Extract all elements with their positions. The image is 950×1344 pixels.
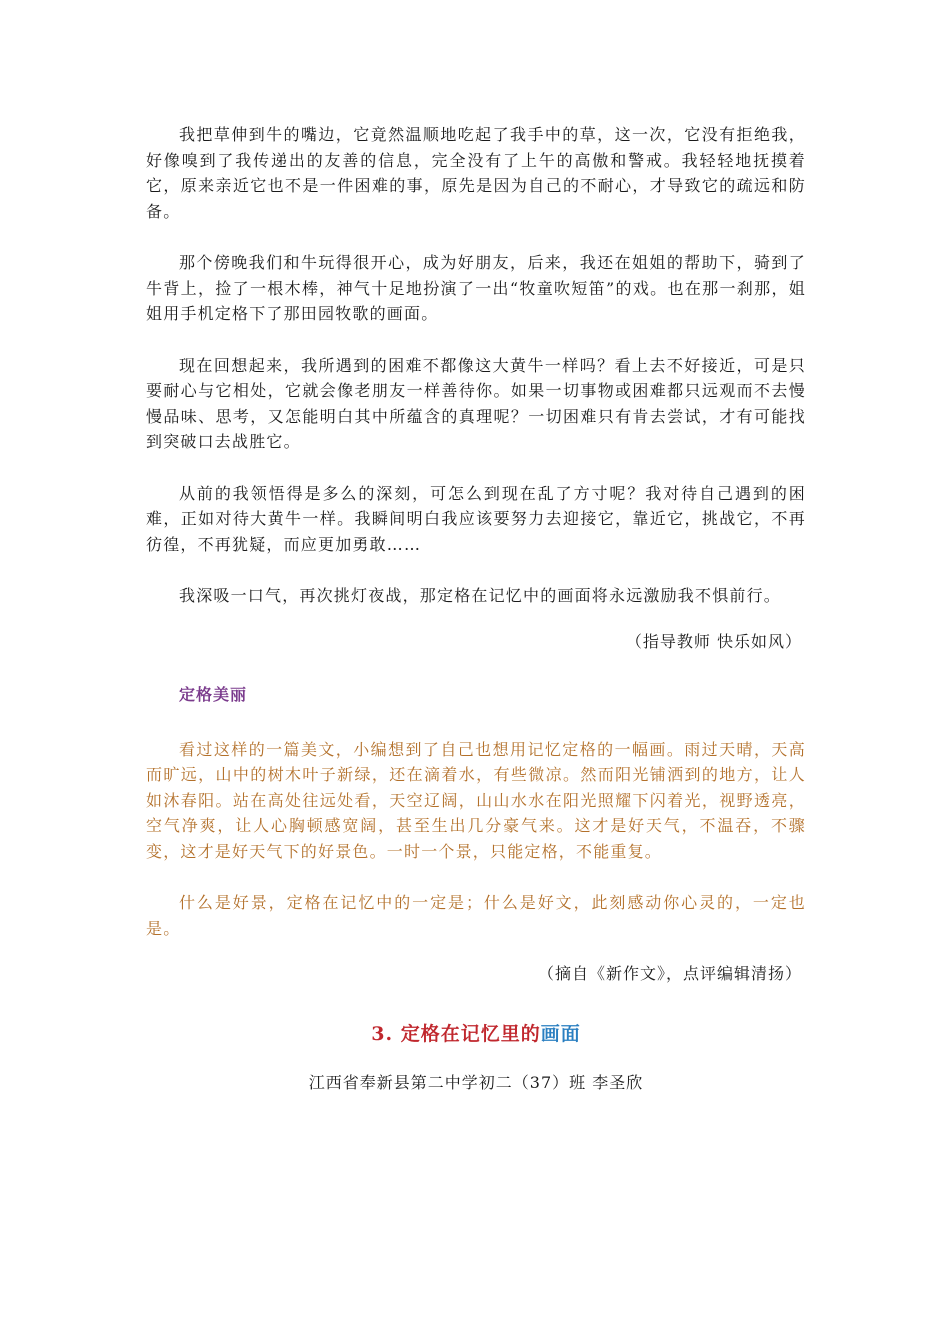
- body-paragraph-4: 从前的我领悟得是多么的深刻，可怎么到现在乱了方寸呢？我对待自己遇到的困难，正如对待大黄牛一样。我瞬间明白我应该要努力去迎接它，靠近它，挑战它，不再彷徨，不再犹疑，而应更加勇敢……: [146, 483, 806, 554]
- body-paragraph-5: 我深吸一口气，再次挑灯夜战，那定格在记忆中的画面将永远激励我不惧前行。: [179, 586, 782, 605]
- comment-section-title: 定格美丽: [179, 684, 248, 704]
- comment-paragraph-1: 看过这样的一篇美文，小编想到了自己也想用记忆定格的一幅画。雨过天晴，天高而旷远，山中的树木叶子新绿，还在滴着水，有些微凉。然而阳光铺洒到的地方，让人如沐春阳。站在高处往远处看，天空辽阔，山山水水在阳光照耀下闪着光，视野透亮，空气净爽，让人心胸顿感宽阔，甚至生出几分豪气来。这才是好天气，不温吞，不骤变，这才是好天气下的好景色。一时一个景，只能定格，不能重复。: [146, 739, 806, 861]
- comment-paragraph-2: 什么是好景，定格在记忆中的一定是；什么是好文，此刻感动你心灵的，一定也是。: [146, 893, 806, 938]
- next-article-author: 江西省奉新县第二中学初二（37）班 李圣欣: [308, 1073, 644, 1092]
- teacher-signature: （指导教师 快乐如风）: [625, 631, 802, 651]
- body-paragraph-1: 我把草伸到牛的嘴边，它竟然温顺地吃起了我手中的草，这一次，它没有拒绝我，好像嗅到了我传递出的友善的信息，完全没有了上午的高傲和警戒。我轻轻地抚摸着它，原来亲近它也不是一件困难的事，原先是因为自己的不耐心，才导致它的疏远和防备。: [146, 125, 806, 221]
- document-page: [146, 122, 806, 1095]
- body-paragraph-3: 现在回想起来，我所遇到的困难不都像这大黄牛一样吗？看上去不好接近，可是只要耐心与它相处，它就会像老朋友一样善待你。如果一切事物或困难都只远观而不去慢慢品味、思考，又怎能明白其中所蕴含的真理呢？一切困难只有肯去尝试，才有可能找到突破口去战胜它。: [146, 355, 806, 451]
- next-article-title: [146, 1020, 806, 1048]
- body-paragraph-2: 那个傍晚我们和牛玩得很开心，成为好朋友，后来，我还在姐姐的帮助下，骑到了牛背上，捡了一根木棒，神气十足地扮演了一出“牧童吹短笛”的戏。也在那一刹那，姐姐用手机定格下了那田园牧歌的画面。: [146, 253, 806, 323]
- next-article-title-highlight: 画面: [540, 1023, 581, 1045]
- next-article-title-main: 3. 定格在记忆里的: [371, 1023, 541, 1045]
- comment-source: （摘自《新作文》，点评编辑清扬）: [537, 964, 802, 983]
